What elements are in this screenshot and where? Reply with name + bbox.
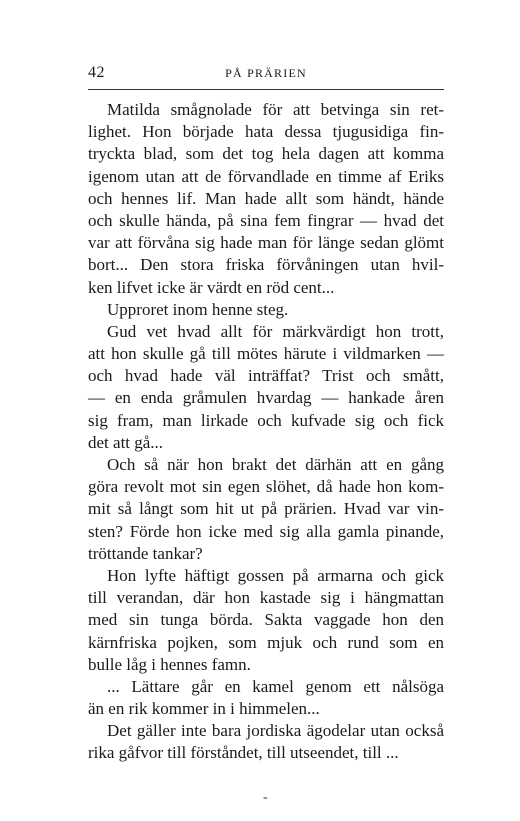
running-title: PÅ PRÄRIEN [225, 66, 307, 80]
text-line: sten? Förde hon icke med sig alla gamla pinande, [88, 521, 444, 541]
text-line: var att förvåna sig hade man för länge sedan glömt [88, 233, 444, 253]
header-rule [88, 89, 444, 90]
text-line: Och så när hon brakt det därhän att en gång [107, 455, 444, 474]
text-line: bulle låg i hennes famn. [88, 654, 251, 674]
text-line: tryckta blad, som det tog hela dagen att komma [88, 144, 444, 164]
footer-mark: - [263, 790, 268, 805]
text-line: bort... Den stora friska förvåningen utan hvil- [88, 255, 444, 275]
text-line: Det gäller inte bara jordiska ägodelar utan också [107, 721, 444, 741]
text-line: Hon lyfte häftigt gossen på armarna och gick [107, 565, 444, 585]
text-line: det att gå... [88, 432, 164, 452]
text-line: kärnfriska pojken, som mjuk och rund som en [88, 632, 444, 652]
text-line: ... Lättare går en kamel genom ett nålsöga [107, 676, 444, 696]
text-line: än en rik kommer in i himmelen... [88, 699, 320, 719]
text-line: med sin tunga börda. Sakta vaggade hon den [88, 610, 444, 630]
text-line: till verandan, där hon kastade sig i hängmattan [88, 588, 444, 608]
page-header [88, 64, 444, 86]
text-line: Gud vet hvad allt för märkvärdigt hon trott, [107, 321, 444, 341]
text-line: att hon skulle gå till mötes härute i vildmarken — [88, 344, 444, 364]
text-line: och hennes lif. Man hade allt som händt, hände [88, 188, 444, 208]
text-line: Upproret inom henne steg. [107, 299, 289, 319]
text-line: Matilda smågnolade för att betvinga sin ret- [107, 100, 444, 119]
text-line: lighet. Hon började hata dessa tjugusidiga fin- [88, 122, 444, 142]
text-line: — en enda gråmulen hvardag — hankade åren [88, 388, 444, 408]
text-line: göra revolt mot sin egen slöhet, då hade hon kom- [88, 477, 444, 497]
text-line: sig fram, man lirkade och kufvade sig och fick [88, 410, 444, 430]
page-number: 42 [88, 64, 105, 81]
text-line: tröttande tankar? [88, 543, 203, 563]
text-line: rika gåfvor till förståndet, till utseendet, till ... [88, 743, 399, 763]
text-line: och hvad hade väl inträffat? Trist och smått, [88, 366, 444, 386]
body-text [88, 99, 444, 765]
text-line: igenom utan att de förvandlade en timme af Eriks [88, 166, 444, 186]
text-line: mit så långt som hit ut på prärien. Hvad var vin- [88, 499, 444, 519]
text-line: ken lifvet icke är värdt en röd cent... [88, 277, 335, 297]
text-line: och skulle hända, på sina fem fingrar — hvad det [88, 210, 444, 230]
